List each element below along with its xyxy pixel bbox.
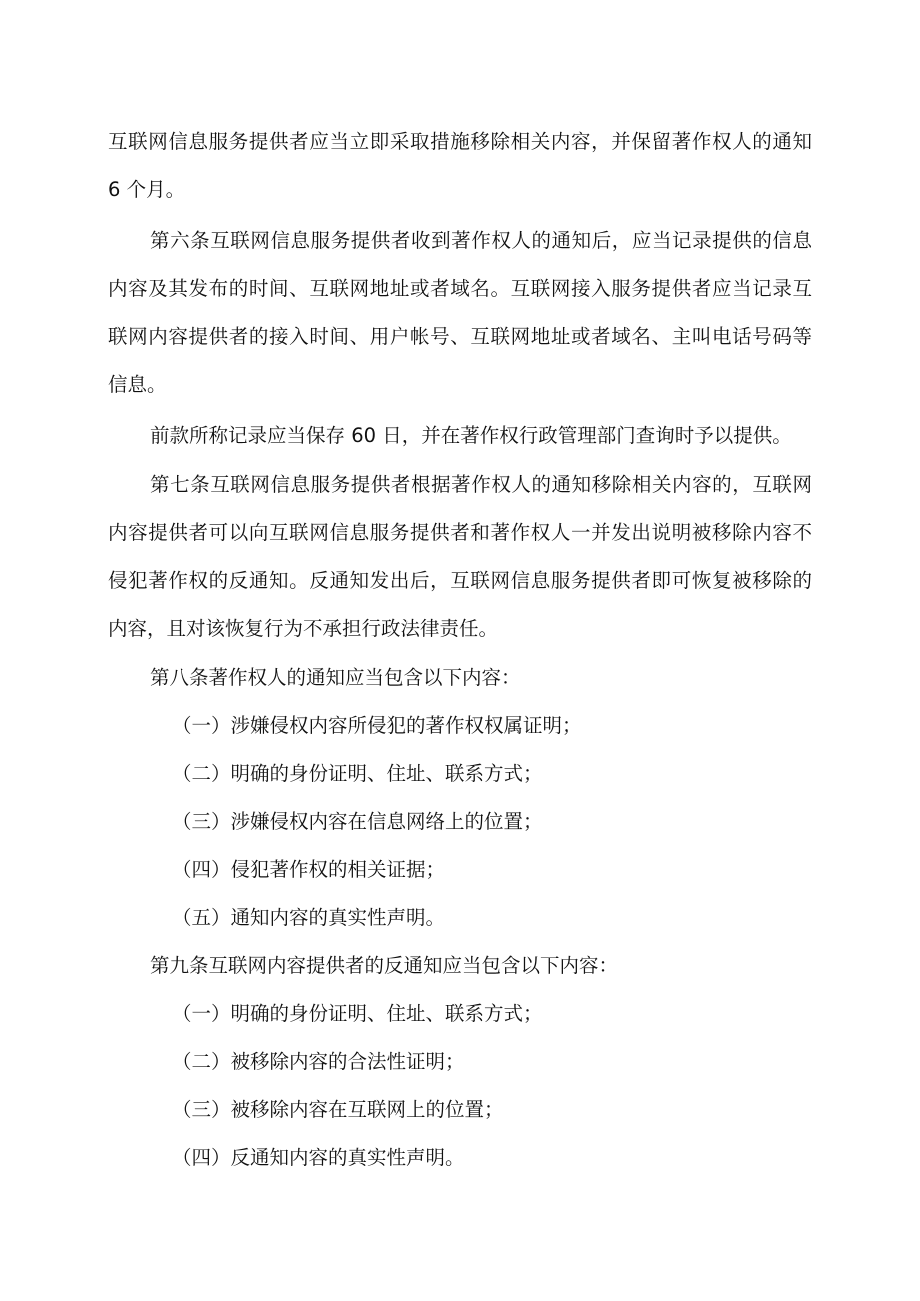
text-line-art5-end: 6 个月。 [108,178,186,201]
article-9-item-2: （二）被移除内容的合法性证明； [172,1050,465,1073]
article-8-item-4: （四）侵犯著作权的相关证据； [172,858,446,881]
text-line-art5-continued: 互联网信息服务提供者应当立即采取措施移除相关内容，并保留著作权人的通知 [108,130,812,153]
article-6-retention-paragraph: 前款所称记录应当保存 60 日，并在著作权行政管理部门查询时予以提供。 [150,424,792,447]
article-7-line-3: 侵犯著作权的反通知。反通知发出后，互联网信息服务提供者即可恢复被移除的 [108,569,812,592]
article-6-line-2: 内容及其发布的时间、互联网地址或者域名。互联网接入服务提供者应当记录互 [108,277,812,300]
article-6-line-3: 联网内容提供者的接入时间、用户帐号、互联网地址或者域名、主叫电话号码等 [108,325,812,348]
article-6-line-4: 信息。 [108,373,167,396]
article-9-item-3: （三）被移除内容在互联网上的位置； [172,1098,504,1121]
article-8-item-3: （三）涉嫌侵权内容在信息网络上的位置； [172,810,543,833]
article-7-line-1: 第七条互联网信息服务提供者根据著作权人的通知移除相关内容的，互联网 [150,473,812,496]
article-9-heading: 第九条互联网内容提供者的反通知应当包含以下内容： [150,954,619,977]
article-7-line-4: 内容，且对该恢复行为不承担行政法律责任。 [108,617,499,640]
article-8-item-1: （一）涉嫌侵权内容所侵犯的著作权权属证明； [172,714,582,737]
article-9-item-4: （四）反通知内容的真实性声明。 [172,1146,465,1169]
article-8-heading: 第八条著作权人的通知应当包含以下内容： [150,666,521,689]
article-9-item-1: （一）明确的身份证明、住址、联系方式； [172,1002,543,1025]
article-7-line-2: 内容提供者可以向互联网信息服务提供者和著作权人一并发出说明被移除内容不 [108,521,812,544]
article-6-line-1: 第六条互联网信息服务提供者收到著作权人的通知后，应当记录提供的信息 [150,229,812,252]
article-8-item-5: （五）通知内容的真实性声明。 [172,906,446,929]
article-8-item-2: （二）明确的身份证明、住址、联系方式； [172,762,543,785]
